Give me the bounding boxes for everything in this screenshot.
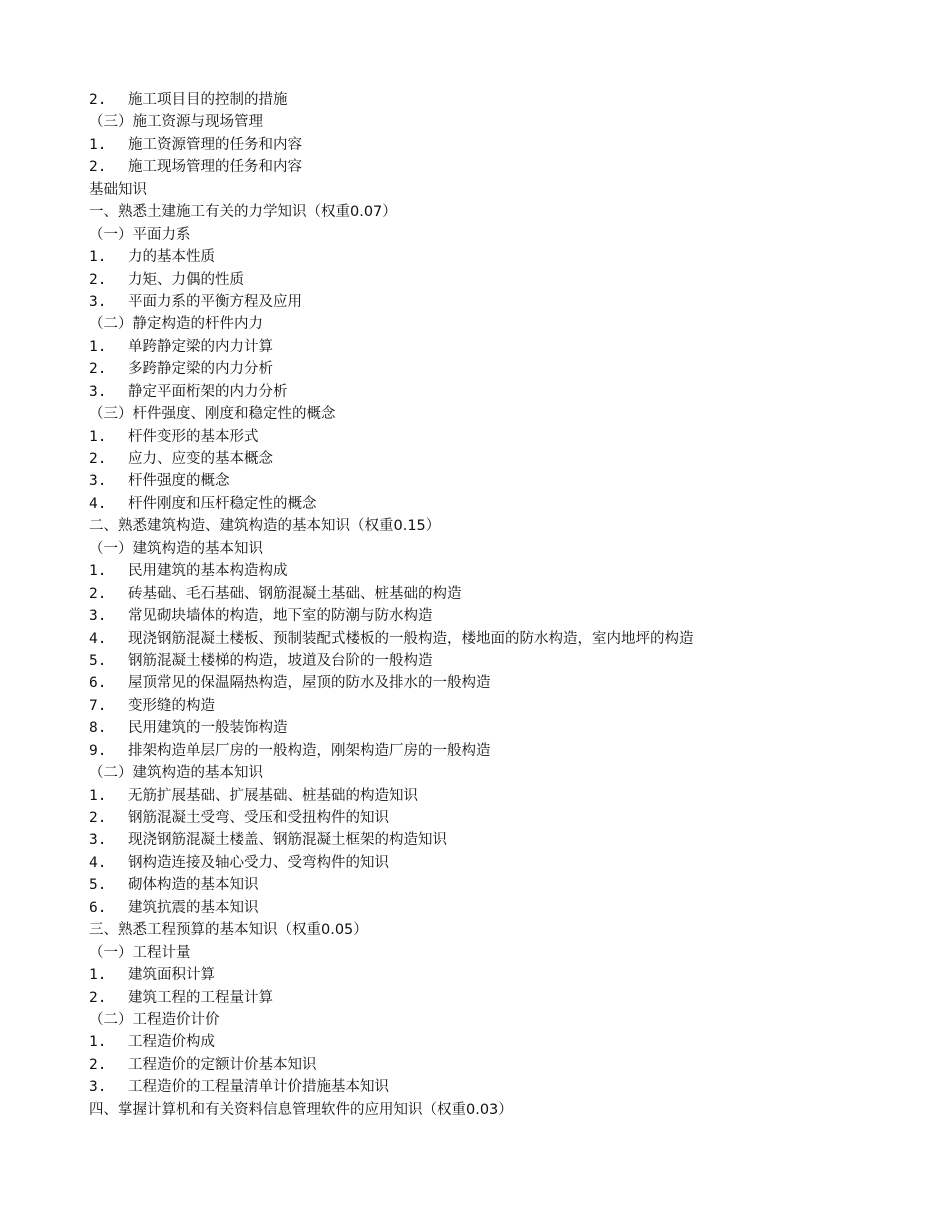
line-text: （一）工程计量: [89, 944, 191, 961]
line-text: 砖基础、毛石基础、钢筋混凝土基础、桩基础的构造: [128, 585, 462, 602]
list-item: [89, 695, 910, 717]
item-number: 1.: [89, 967, 107, 984]
line-text: 杆件变形的基本形式: [128, 428, 259, 445]
item-number: 1.: [89, 428, 107, 445]
list-item: [89, 426, 910, 448]
item-number: 3.: [89, 1079, 107, 1096]
item-number: 5.: [89, 652, 107, 669]
list-item: [89, 358, 910, 380]
line-text: 民用建筑的一般装饰构造: [128, 720, 288, 737]
line-text: （一）建筑构造的基本知识: [89, 540, 263, 557]
section-heading: [89, 111, 910, 133]
list-item: [89, 852, 910, 874]
line-text: 钢筋混凝土受弯、受压和受扭构件的知识: [128, 810, 389, 826]
section-heading: [89, 179, 910, 201]
line-text: （三）施工资源与现场管理: [89, 114, 263, 131]
list-item: [89, 717, 910, 739]
line-text: （二）工程造价计价: [89, 1011, 220, 1028]
line-text: 基础知识: [89, 181, 147, 198]
line-text: 力矩、力偶的性质: [128, 271, 244, 288]
line-text: 杆件刚度和压杆稳定性的概念: [128, 495, 317, 512]
item-number: 1.: [89, 338, 107, 355]
list-item: [89, 89, 910, 111]
list-item: [89, 807, 910, 829]
list-item: [89, 628, 910, 650]
line-text: 现浇钢筋混凝土楼板、预制装配式楼板的一般构造，楼地面的防水构造，室内地坪的构造: [128, 630, 694, 647]
item-number: 2.: [89, 989, 107, 1006]
list-item: [89, 493, 910, 515]
list-item: [89, 964, 910, 986]
item-number: 7.: [89, 697, 107, 714]
line-text: 工程造价的定额计价基本知识: [128, 1056, 317, 1073]
line-text: 四、掌握计算机和有关资料信息管理软件的应用知识（权重0.03）: [89, 1101, 513, 1118]
line-text: 排架构造单层厂房的一般构造，刚架构造厂房的一般构造: [128, 742, 491, 759]
line-text: 一、熟悉土建施工有关的力学知识（权重0.07）: [89, 204, 397, 221]
section-heading: [89, 942, 910, 964]
line-text: （二）建筑构造的基本知识: [89, 765, 263, 782]
line-text: 二、熟悉建筑构造、建筑构造的基本知识（权重0.15）: [89, 518, 441, 535]
section-heading: [89, 762, 910, 784]
item-number: 1.: [89, 1034, 107, 1051]
list-item: [89, 785, 910, 807]
section-heading: [89, 313, 910, 335]
list-item: [89, 874, 910, 896]
item-number: 2.: [89, 810, 107, 826]
line-text: 现浇钢筋混凝土楼盖、钢筋混凝土框架的构造知识: [128, 832, 447, 849]
line-text: （三）杆件强度、刚度和稳定性的概念: [89, 406, 336, 423]
item-number: 3.: [89, 473, 107, 490]
item-number: 1.: [89, 563, 107, 580]
list-item: [89, 381, 910, 403]
item-number: 4.: [89, 854, 107, 871]
item-number: 4.: [89, 495, 107, 512]
item-number: 2.: [89, 92, 107, 108]
list-item: [89, 336, 910, 358]
line-text: 变形缝的构造: [128, 697, 215, 714]
line-text: 施工项目目的控制的措施: [128, 92, 288, 108]
line-text: 静定平面桁架的内力分析: [128, 383, 288, 400]
line-text: 多跨静定梁的内力分析: [128, 361, 273, 378]
line-text: 施工现场管理的任务和内容: [128, 159, 302, 176]
line-text: 建筑面积计算: [128, 967, 215, 984]
item-number: 2.: [89, 361, 107, 378]
section-heading: [89, 201, 910, 223]
item-number: 3.: [89, 608, 107, 625]
item-number: 3.: [89, 293, 107, 310]
line-text: （一）平面力系: [89, 226, 191, 243]
line-text: 民用建筑的基本构造构成: [128, 563, 288, 580]
item-number: 1.: [89, 787, 107, 804]
item-number: 2.: [89, 451, 107, 467]
list-item: [89, 1031, 910, 1053]
list-item: [89, 291, 910, 313]
item-number: 4.: [89, 630, 107, 647]
section-heading: [89, 538, 910, 560]
list-item: [89, 583, 910, 605]
line-text: 建筑抗震的基本知识: [128, 899, 259, 916]
line-text: 钢构造连接及轴心受力、受弯构件的知识: [128, 854, 389, 871]
line-text: 钢筋混凝土楼梯的构造，坡道及台阶的一般构造: [128, 652, 433, 669]
line-text: 工程造价构成: [128, 1034, 215, 1051]
list-item: [89, 134, 910, 156]
section-heading: [89, 224, 910, 246]
item-number: 9.: [89, 742, 107, 759]
list-item: [89, 740, 910, 762]
list-item: [89, 156, 910, 178]
list-item: [89, 829, 910, 851]
line-text: 工程造价的工程量清单计价措施基本知识: [128, 1079, 389, 1096]
line-text: 建筑工程的工程量计算: [128, 989, 273, 1006]
line-text: 杆件强度的概念: [128, 473, 230, 490]
section-heading: [89, 1009, 910, 1031]
list-item: [89, 470, 910, 492]
section-heading: [89, 515, 910, 537]
line-text: 三、熟悉工程预算的基本知识（权重0.05）: [89, 922, 368, 939]
item-number: 3.: [89, 383, 107, 400]
item-number: 1.: [89, 249, 107, 266]
list-item: [89, 672, 910, 694]
item-number: 2.: [89, 1056, 107, 1073]
line-text: 单跨静定梁的内力计算: [128, 338, 273, 355]
line-text: 施工资源管理的任务和内容: [128, 136, 302, 153]
list-item: [89, 1076, 910, 1098]
item-number: 6.: [89, 675, 107, 692]
line-text: 屋顶常见的保温隔热构造，屋顶的防水及排水的一般构造: [128, 675, 491, 692]
list-item: [89, 987, 910, 1009]
list-item: [89, 560, 910, 582]
section-heading: [89, 1099, 910, 1121]
item-number: 8.: [89, 720, 107, 737]
line-text: 砌体构造的基本知识: [128, 877, 259, 894]
line-text: 应力、应变的基本概念: [128, 451, 273, 467]
list-item: [89, 650, 910, 672]
line-text: 无筋扩展基础、扩展基础、桩基础的构造知识: [128, 787, 418, 804]
line-text: 平面力系的平衡方程及应用: [128, 293, 302, 310]
item-number: 1.: [89, 136, 107, 153]
line-text: （二）静定构造的杆件内力: [89, 316, 263, 333]
item-number: 6.: [89, 899, 107, 916]
section-heading: [89, 919, 910, 941]
list-item: [89, 605, 910, 627]
section-heading: [89, 403, 910, 425]
item-number: 2.: [89, 271, 107, 288]
list-item: [89, 897, 910, 919]
list-item: [89, 448, 910, 470]
line-text: 常见砌块墙体的构造，地下室的防潮与防水构造: [128, 608, 433, 625]
item-number: 2.: [89, 585, 107, 602]
line-text: 力的基本性质: [128, 249, 215, 266]
list-item: [89, 246, 910, 268]
list-item: [89, 1054, 910, 1076]
item-number: 2.: [89, 159, 107, 176]
item-number: 3.: [89, 832, 107, 849]
item-number: 5.: [89, 877, 107, 894]
document-page: [89, 89, 910, 1121]
list-item: [89, 269, 910, 291]
